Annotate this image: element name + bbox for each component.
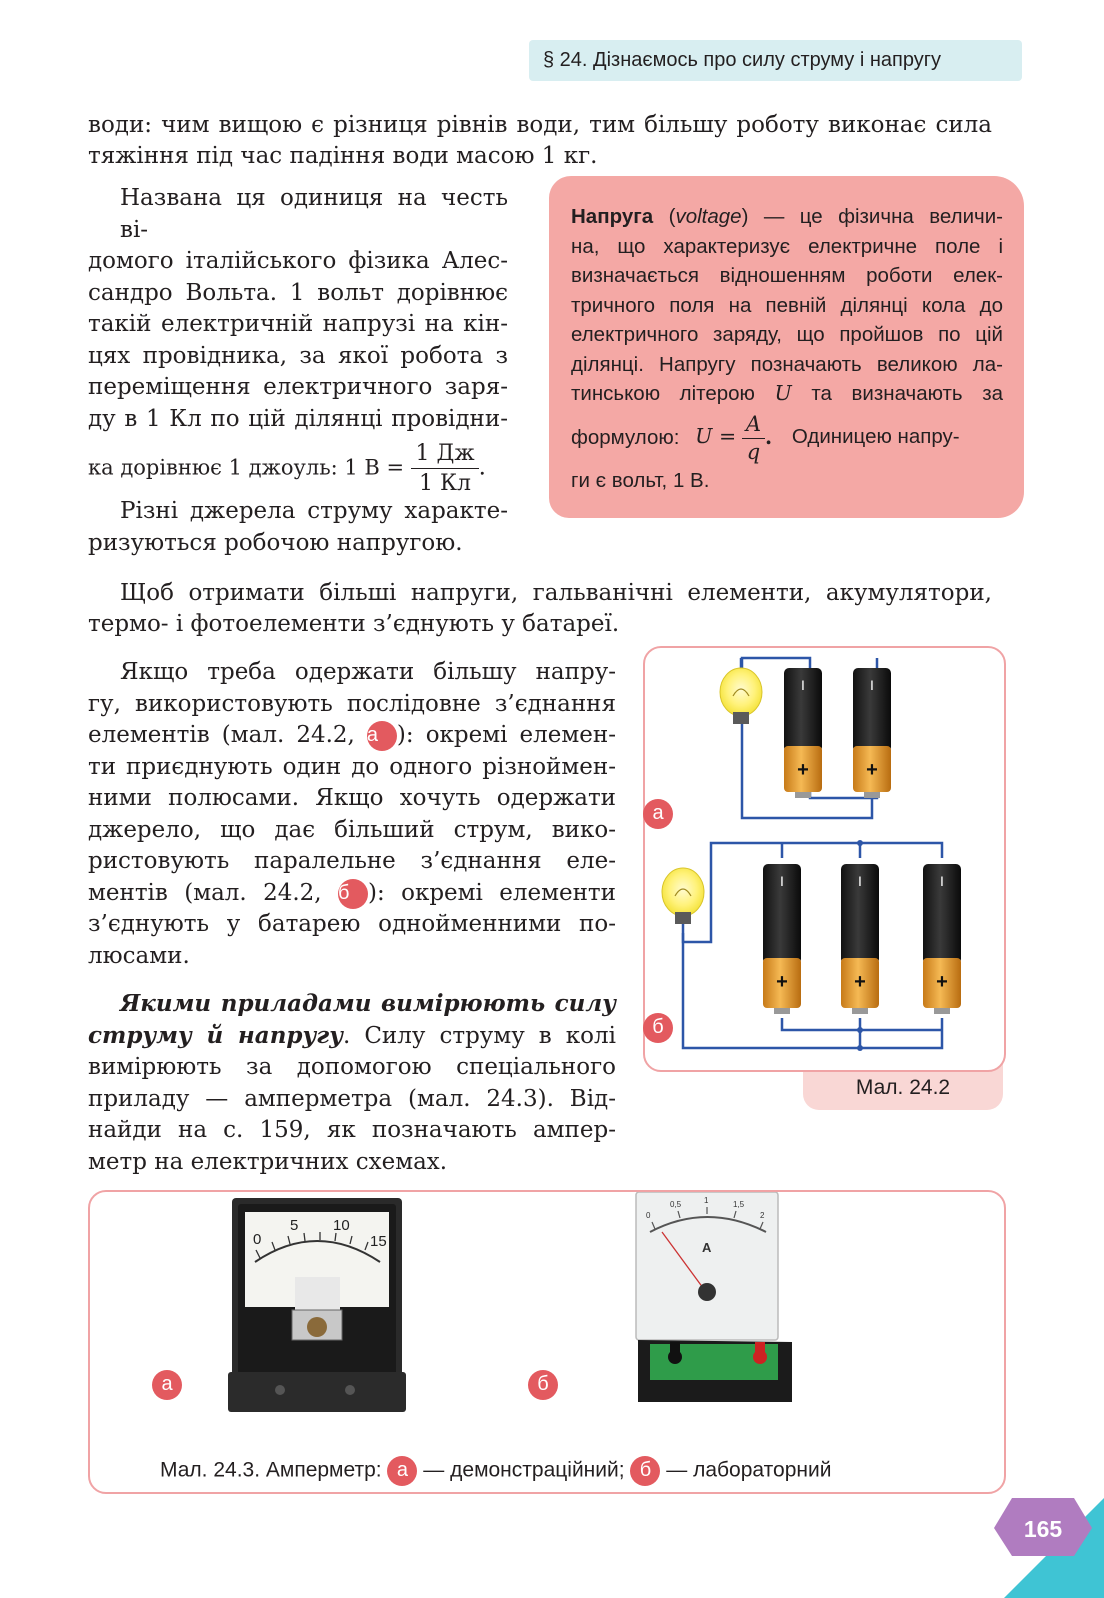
paragraph-battery-line1: Щоб отримати більші напруги, гальванічні елементи, акумулятори, bbox=[120, 580, 992, 606]
text-span: ): окремі елемен- bbox=[396, 722, 616, 748]
text-bold-italic: струму й напругу bbox=[88, 1021, 343, 1049]
battery-icon bbox=[784, 668, 822, 798]
text-line: сандро Вольта. 1 вольт дорівнює bbox=[88, 279, 508, 306]
text-line: такій електричній напрузі на кін- bbox=[88, 311, 508, 337]
definition-text bbox=[571, 202, 1003, 495]
text-line: з’єднують у батарею однойменними по- bbox=[88, 911, 616, 937]
scale-label: 1,5 bbox=[733, 1200, 745, 1209]
definition-line-text: та визначають за bbox=[811, 382, 1003, 405]
page-number-corner bbox=[964, 1498, 1104, 1598]
text-line: Різні джерела струму характе- bbox=[120, 498, 508, 524]
scale-label: 1 bbox=[704, 1196, 709, 1205]
text-line-bold: Якими приладами вимірюють силу bbox=[120, 990, 616, 1017]
text-line: переміщення електричного заря- bbox=[88, 374, 508, 400]
battery-icon bbox=[923, 864, 961, 1014]
definition-term: Напруга bbox=[571, 205, 654, 228]
battery-minus-mark: I bbox=[858, 873, 862, 889]
text-line: люсами. bbox=[88, 942, 190, 969]
definition-line: на, що характеризує електричне поле і bbox=[571, 234, 1003, 258]
page-number: 165 bbox=[1023, 1516, 1063, 1542]
scale-label: 5 bbox=[290, 1217, 299, 1234]
badge-b: б bbox=[338, 879, 368, 909]
scale-label: 0,5 bbox=[670, 1200, 682, 1209]
battery-circuits-illustration bbox=[645, 648, 1004, 1070]
figure-badge-b: б bbox=[643, 1013, 673, 1043]
battery-icon bbox=[853, 668, 891, 798]
text-line: цях провідника, за якої робота з bbox=[88, 342, 508, 369]
text-line: ристовують паралельне з’єднання еле- bbox=[88, 848, 616, 874]
paragraph-measure bbox=[88, 988, 616, 1178]
text-line: джерело, що дає більший струм, вико- bbox=[88, 816, 616, 843]
definition-line: ги є вольт, 1 В. bbox=[571, 468, 710, 492]
battery-minus-mark: I bbox=[801, 677, 805, 693]
caption-text: — демонстраційний; bbox=[423, 1458, 625, 1482]
caption-text: Мал. 24.3. Амперметр: bbox=[160, 1458, 382, 1482]
text-span: елементів (мал. 24.2, bbox=[88, 722, 355, 748]
text-line: метр на електричних схемах. bbox=[88, 1148, 448, 1175]
battery-minus-mark: I bbox=[780, 873, 784, 889]
text-line: Якщо треба одержати більшу напру- bbox=[120, 659, 616, 685]
scale-label: 2 bbox=[760, 1211, 765, 1220]
definition-line: електричного заряду, що пройшов по цій bbox=[571, 323, 1003, 346]
figure-badge-a: а bbox=[152, 1370, 182, 1400]
definition-line-text: — це фізична величи- bbox=[763, 205, 1003, 228]
text-span: ): окремі елементи bbox=[368, 879, 616, 906]
text-line: вимірюють за допомогою спеціального bbox=[88, 1054, 616, 1080]
text-line: ними полюсами. Якщо хочуть одержати bbox=[88, 785, 616, 811]
figure-badge-a: а bbox=[643, 799, 673, 829]
text-line: домого італійського фізика Алес- bbox=[88, 248, 508, 274]
figure-24-2 bbox=[643, 646, 1006, 1072]
volt-formula-end: . bbox=[478, 454, 486, 481]
battery-icon bbox=[841, 864, 879, 1014]
badge-a: а bbox=[367, 721, 397, 751]
definition-line-text: тинською літерою bbox=[571, 382, 755, 405]
definition-formula-denominator: q bbox=[746, 439, 761, 464]
battery-plus-mark: + bbox=[854, 971, 866, 993]
scale-label: 15 bbox=[370, 1233, 387, 1250]
text-span: ментів (мал. 24.2, bbox=[88, 879, 322, 906]
figure-24-2-caption: Мал. 24.2 bbox=[803, 1060, 1003, 1110]
paragraph-sources bbox=[88, 496, 508, 559]
text-line bbox=[88, 878, 616, 910]
scale-label: 10 bbox=[333, 1217, 350, 1234]
text-line bbox=[88, 1020, 616, 1053]
paragraph-battery-line2: термо- і фотоелементи з’єднують у батареї. bbox=[88, 611, 620, 637]
volt-formula-line bbox=[88, 439, 508, 498]
battery-plus-mark: + bbox=[797, 759, 809, 781]
volt-formula-prefix: ка дорівнює 1 джоуль: 1 В = bbox=[88, 455, 405, 480]
definition-line: Напруга (voltage) — це фізична величи- bbox=[571, 205, 1003, 228]
definition-formula-prefix: формулою: bbox=[571, 425, 680, 449]
unit-label: A bbox=[702, 1240, 712, 1255]
text-line: гу, використовують послідовне з’єднання bbox=[88, 690, 616, 717]
definition-formula-lhs: U = bbox=[695, 424, 737, 449]
scale-label: 0 bbox=[253, 1231, 262, 1248]
section-header: § 24. Дізнаємось про силу струму і напругу bbox=[529, 40, 1022, 81]
definition-formula-numerator: A bbox=[742, 411, 765, 439]
definition-term-en: voltage bbox=[675, 205, 742, 228]
wires bbox=[683, 843, 942, 1048]
text-line: приладу — амперметра (мал. 24.3). Від- bbox=[88, 1085, 616, 1112]
volt-formula-fraction bbox=[411, 439, 478, 498]
paragraph-top-line2: тяжіння під час падіння води масою 1 кг. bbox=[88, 143, 598, 169]
definition-formula-line: формулою: U = $\frac{A}{q}$ . Одиницею напру- bbox=[571, 411, 960, 464]
text-line bbox=[88, 720, 616, 752]
battery-plus-mark: + bbox=[936, 971, 948, 993]
battery-minus-mark: I bbox=[870, 677, 874, 693]
caption-badge-b: б bbox=[630, 1456, 660, 1486]
figure-badge-b: б bbox=[528, 1370, 558, 1400]
text-span: . Силу струму в колі bbox=[342, 1022, 616, 1049]
definition-line: визначається відношенням роботи елек- bbox=[571, 264, 1003, 287]
caption-badge-a: а bbox=[387, 1456, 417, 1486]
battery-icon bbox=[763, 864, 801, 1014]
definition-line bbox=[571, 379, 1003, 409]
bulb-icon bbox=[662, 868, 704, 924]
volt-formula-numerator: 1 Дж bbox=[411, 439, 478, 469]
definition-line: ділянці. Напругу позначають великою ла- bbox=[571, 352, 1003, 376]
text-line: ризуються робочою напругою. bbox=[88, 529, 463, 556]
definition-formula-end: Одиницею напру- bbox=[791, 425, 960, 449]
ammeters-illustration bbox=[90, 1192, 1004, 1452]
demonstration-ammeter bbox=[228, 1198, 406, 1412]
figure-24-3 bbox=[88, 1190, 1006, 1494]
scale-label: 0 bbox=[646, 1211, 651, 1220]
parallel-circuit bbox=[662, 840, 961, 1051]
paragraph-volt bbox=[88, 183, 508, 498]
figure-24-3-caption bbox=[160, 1456, 831, 1486]
battery-plus-mark: + bbox=[866, 759, 878, 781]
battery-minus-mark: I bbox=[940, 873, 944, 889]
bulb-icon bbox=[720, 668, 762, 724]
definition-formula-fraction bbox=[742, 411, 765, 466]
text-line: ти приєднують один до одного різноймен- bbox=[88, 753, 616, 780]
laboratory-ammeter bbox=[636, 1192, 792, 1402]
text-line: найди на с. 159, як позначають ампер- bbox=[88, 1117, 616, 1143]
caption-text: — лабораторний bbox=[666, 1458, 832, 1482]
paragraph-top-line1: води: чим вищою є різниця рівнів води, тим більшу роботу виконає сила bbox=[88, 112, 992, 138]
battery-plus-mark: + bbox=[776, 971, 788, 993]
text-line: Названа ця одиниця на честь ві- bbox=[120, 185, 508, 243]
paragraph-connection bbox=[88, 657, 616, 972]
text-line: ду в 1 Кл по цій ділянці провідни- bbox=[88, 405, 508, 432]
series-circuit bbox=[720, 658, 891, 818]
volt-formula-denominator: 1 Кл bbox=[419, 471, 472, 496]
symbol-u: U bbox=[774, 381, 792, 405]
definition-line: тричного поля на певній ділянці кола до bbox=[571, 293, 1003, 317]
